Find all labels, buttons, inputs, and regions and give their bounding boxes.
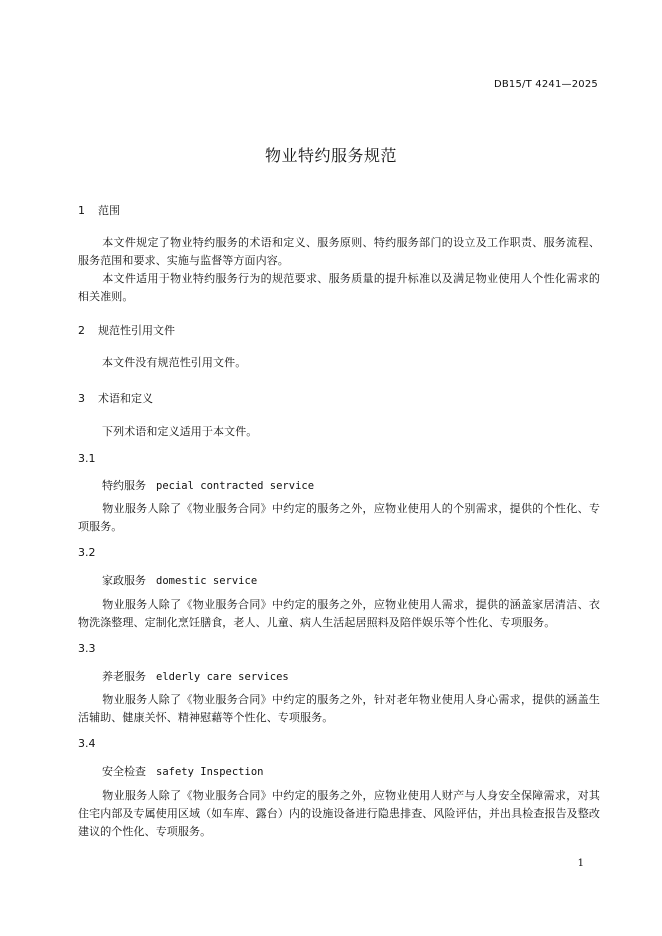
definition-text: 物业服务人除了《物业服务合同》中约定的服务之外，针对老年物业使用人身心需求，提供的涵盖生活辅助、健康关怀、精神慰藉等个性化、专项服务。 — [78, 693, 600, 724]
paragraph — [78, 234, 600, 270]
section-title: 范围 — [98, 204, 120, 217]
standard-code: DB15/T 4241—2025 — [493, 79, 598, 90]
section-2-heading — [78, 322, 175, 338]
paragraph — [78, 423, 600, 441]
definition-text: 物业服务人除了《物业服务合同》中约定的服务之外，应物业使用人需求，提供的涵盖家居清洁、衣物洗涤整理、定制化烹饪膳食，老人、儿童、病人生活起居照料及陪伴娱乐等个性化、专项服务。 — [78, 598, 600, 629]
section-number: 2 — [78, 324, 85, 337]
definition-text: 物业服务人除了《物业服务合同》中约定的服务之外，应物业使用人财产与人身安全保障需求，对其住宅内部及专属使用区域（如车库、露台）内的设施设备进行隐患排查、风险评估，并出具检查报告及整改建议的个性化、专项服务。 — [78, 789, 600, 838]
paragraph — [78, 354, 600, 372]
paragraph-text: 本文件适用于物业特约服务行为的规范要求、服务质量的提升标准以及满足物业使用人个性化需求的相关准则。 — [78, 272, 600, 303]
term-title — [102, 477, 314, 493]
section-title: 术语和定义 — [98, 392, 153, 405]
term-definition — [78, 787, 600, 841]
term-en: elderly care services — [156, 671, 289, 683]
term-title — [102, 668, 289, 684]
page-number: 1 — [577, 858, 584, 869]
term-zh: 安全检查 — [102, 765, 146, 778]
paragraph-text: 下列术语和定义适用于本文件。 — [102, 425, 258, 438]
term-zh: 家政服务 — [102, 574, 146, 587]
term-title — [102, 763, 263, 779]
term-definition — [78, 691, 600, 727]
paragraph — [78, 270, 600, 306]
paragraph-text: 本文件没有规范性引用文件。 — [102, 356, 247, 369]
term-en: safety Inspection — [156, 766, 264, 778]
term-number: 3.3 — [78, 642, 96, 655]
term-en: domestic service — [156, 575, 258, 587]
paragraph-text: 本文件规定了物业特约服务的术语和定义、服务原则、特约服务部门的设立及工作职责、服务流程、服务范围和要求、实施与监督等方面内容。 — [78, 236, 600, 267]
document-title: 物业特约服务规范 — [264, 146, 397, 165]
section-3-heading — [78, 390, 153, 406]
section-title: 规范性引用文件 — [98, 324, 175, 337]
definition-text: 物业服务人除了《物业服务合同》中约定的服务之外，应物业使用人的个别需求，提供的个性化、专项服务。 — [78, 502, 600, 533]
section-number: 1 — [78, 204, 85, 217]
term-number: 3.2 — [78, 546, 96, 559]
term-number: 3.1 — [78, 452, 96, 465]
term-zh: 养老服务 — [102, 670, 146, 683]
term-definition — [78, 500, 600, 536]
term-number: 3.4 — [78, 737, 96, 750]
term-zh: 特约服务 — [102, 479, 146, 492]
section-number: 3 — [78, 392, 85, 405]
term-title — [102, 572, 257, 588]
term-definition — [78, 596, 600, 632]
term-en: pecial contracted service — [156, 480, 315, 492]
section-1-heading — [78, 202, 120, 218]
